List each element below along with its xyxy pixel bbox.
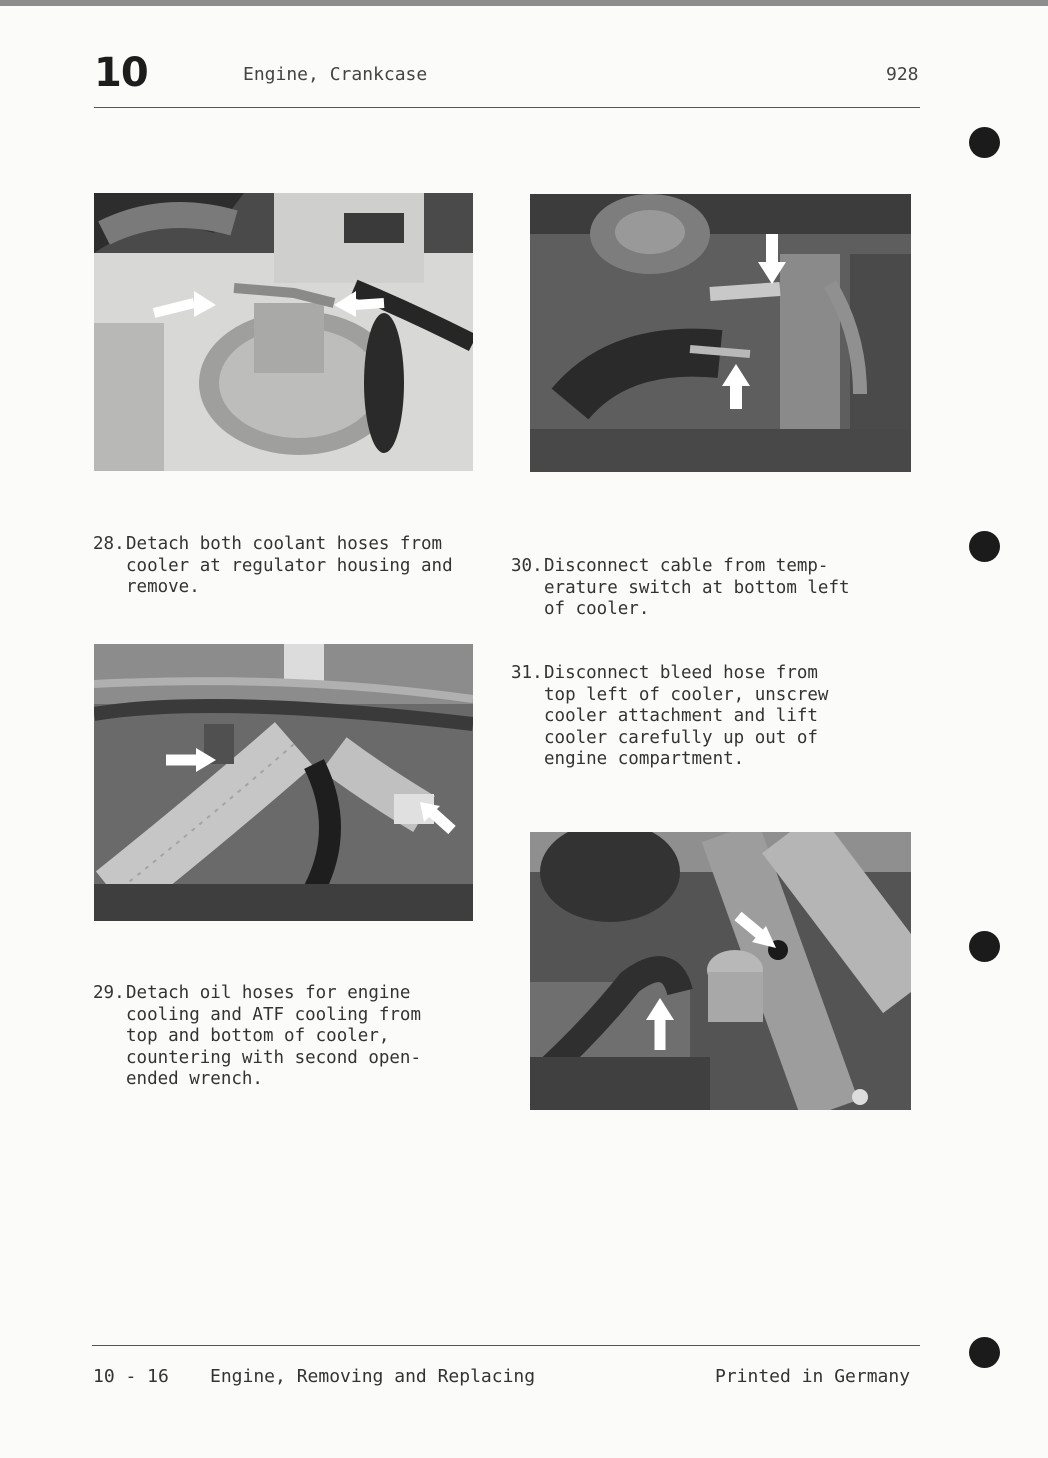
model-designation: 928 [886, 64, 919, 85]
photo-regulator-housing [94, 193, 473, 471]
punch-hole [969, 1337, 1000, 1368]
step-28 [93, 534, 453, 599]
page-number: 10 - 16 [93, 1366, 169, 1387]
punch-hole [969, 531, 1000, 562]
step-30 [511, 556, 850, 621]
step-31 [511, 663, 828, 771]
step-number: 29. [93, 983, 125, 1003]
step-number: 31. [511, 663, 543, 683]
step-29 [93, 983, 421, 1091]
step-text: Detach both coolant hoses from cooler at regulator housing and remove. [126, 534, 453, 597]
punch-hole [969, 931, 1000, 962]
step-text: Detach oil hoses for engine cooling and ATF cooling from top and bottom of cooler, countering with second open- ended wrench. [126, 983, 422, 1089]
chapter-title: Engine, Removing and Replacing [210, 1366, 536, 1387]
section-number: 10 [94, 50, 148, 96]
imprint: Printed in Germany [715, 1366, 911, 1387]
photo-oil-hoses [94, 644, 473, 921]
step-text: Disconnect bleed hose from top left of cooler, unscrew cooler attachment and lift cooler carefully up out of engine compartment. [544, 663, 829, 769]
scan-top-edge [0, 0, 1048, 6]
header-rule [94, 107, 920, 108]
photo-bleed-hose [530, 832, 911, 1110]
punch-hole [969, 127, 1000, 158]
section-title: Engine, Crankcase [243, 64, 428, 85]
step-text: Disconnect cable from temp- erature switch at bottom left of cooler. [544, 556, 850, 619]
footer-rule [92, 1345, 920, 1346]
photo-temperature-switch [530, 194, 911, 472]
step-number: 28. [93, 534, 125, 554]
step-number: 30. [511, 556, 543, 576]
